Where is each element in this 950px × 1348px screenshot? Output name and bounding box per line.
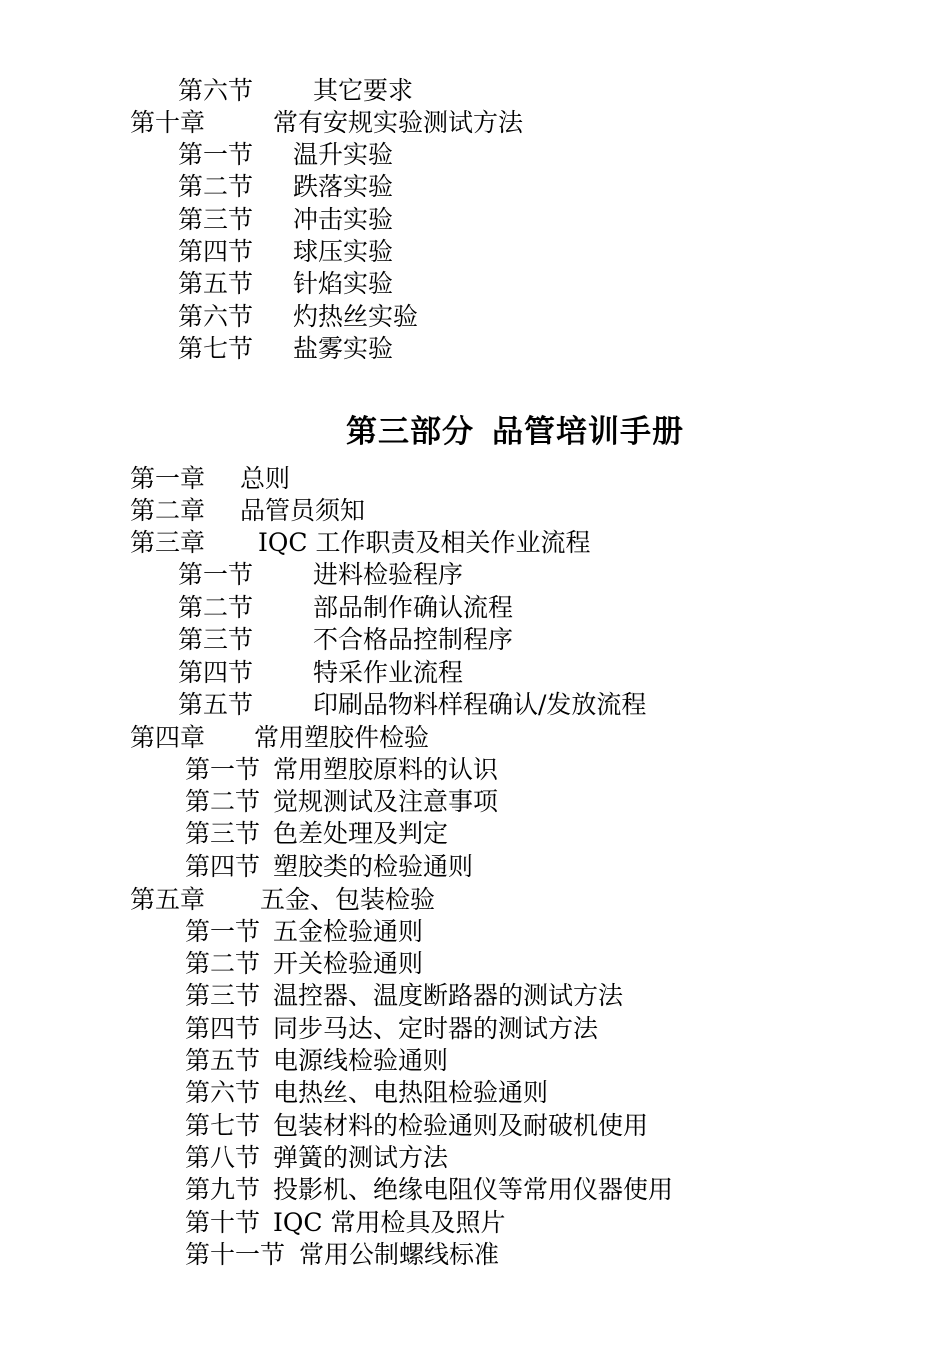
toc-label: 第三节 xyxy=(178,205,254,234)
toc-label: 第一章 xyxy=(130,464,206,493)
toc-entry xyxy=(178,690,646,720)
toc-entry xyxy=(185,1143,448,1173)
toc-label: 第七节 xyxy=(178,334,254,363)
toc-entry xyxy=(185,1014,598,1044)
toc-label: 第十章 xyxy=(130,108,206,137)
toc-label: 第五章 xyxy=(130,885,206,914)
toc-text: 电热丝、电热阻检验通则 xyxy=(273,1078,549,1107)
toc-label: 第一节 xyxy=(178,560,254,589)
toc-label: 第一节 xyxy=(185,755,261,784)
toc-entry xyxy=(185,819,448,849)
part-title-text: 品管培训手册 xyxy=(492,414,684,450)
toc-text: 跌落实验 xyxy=(293,172,394,201)
toc-text: 常用塑胶原料的认识 xyxy=(273,755,499,784)
toc-text: 总则 xyxy=(240,464,291,493)
toc-entry xyxy=(178,560,463,590)
toc-text: 五金、包装检验 xyxy=(260,885,436,914)
toc-text: 觉规测试及注意事项 xyxy=(273,787,499,816)
toc-label: 第二节 xyxy=(185,787,261,816)
toc-text: 冲击实验 xyxy=(293,205,394,234)
toc-entry xyxy=(178,205,393,235)
toc-entry xyxy=(178,269,393,299)
toc-chapter xyxy=(130,885,435,915)
toc-text: 温升实验 xyxy=(293,140,394,169)
toc-text: 进料检验程序 xyxy=(313,560,464,589)
toc-text: 常有安规实验测试方法 xyxy=(273,108,524,137)
toc-text: 五金检验通则 xyxy=(273,917,424,946)
toc-label: 第一节 xyxy=(185,917,261,946)
toc-label: 第二节 xyxy=(178,593,254,622)
toc-label: 第六节 xyxy=(178,302,254,331)
toc-entry xyxy=(178,302,418,332)
toc-text: 品管员须知 xyxy=(240,496,366,525)
toc-label: 第三节 xyxy=(178,625,254,654)
toc-entry xyxy=(178,593,513,623)
toc-entry xyxy=(178,334,393,364)
toc-chapter xyxy=(130,723,429,753)
toc-text: 常用塑胶件检验 xyxy=(254,723,430,752)
toc-text: IQC 工作职责及相关作业流程 xyxy=(258,528,591,557)
toc-label: 第五节 xyxy=(178,690,254,719)
toc-label: 第四节 xyxy=(178,658,254,687)
toc-label: 第十节 xyxy=(185,1208,261,1237)
toc-label: 第四章 xyxy=(130,723,206,752)
toc-label: 第三章 xyxy=(130,528,206,557)
toc-label: 第四节 xyxy=(185,852,261,881)
toc-text: 部品制作确认流程 xyxy=(313,593,514,622)
toc-entry xyxy=(178,625,513,655)
toc-label: 第三节 xyxy=(185,981,261,1010)
toc-text: 色差处理及判定 xyxy=(273,819,449,848)
toc-label: 第四节 xyxy=(185,1014,261,1043)
toc-entry xyxy=(185,917,423,947)
toc-entry xyxy=(185,1078,548,1108)
toc-entry xyxy=(185,1208,505,1238)
toc-entry xyxy=(185,787,498,817)
toc-entry xyxy=(185,949,423,979)
toc-chapter xyxy=(130,464,290,494)
part-title-label: 第三部分 xyxy=(346,414,474,450)
toc-entry xyxy=(178,172,393,202)
toc-text: 球压实验 xyxy=(293,237,394,266)
toc-entry xyxy=(185,852,473,882)
toc-label: 第四节 xyxy=(178,237,254,266)
toc-chapter xyxy=(130,528,590,558)
toc-label: 第二节 xyxy=(178,172,254,201)
toc-text: 其它要求 xyxy=(313,76,414,105)
toc-entry xyxy=(185,981,623,1011)
toc-text: 塑胶类的检验通则 xyxy=(273,852,474,881)
toc-label: 第五节 xyxy=(178,269,254,298)
toc-chapter xyxy=(130,496,365,526)
toc-label: 第一节 xyxy=(178,140,254,169)
toc-label: 第二章 xyxy=(130,496,206,525)
toc-label: 第十一节 xyxy=(185,1240,286,1269)
toc-text: 针焰实验 xyxy=(293,269,394,298)
toc-text: 温控器、温度断路器的测试方法 xyxy=(273,981,624,1010)
toc-text: 投影机、绝缘电阻仪等常用仪器使用 xyxy=(273,1175,674,1204)
toc-text: 弹簧的测试方法 xyxy=(273,1143,449,1172)
toc-label: 第八节 xyxy=(185,1143,261,1172)
toc-label: 第三节 xyxy=(185,819,261,848)
toc-label: 第六节 xyxy=(178,76,254,105)
toc-chapter xyxy=(130,108,523,138)
toc-text: 特采作业流程 xyxy=(313,658,464,687)
toc-entry xyxy=(178,658,463,688)
toc-entry xyxy=(178,140,393,170)
toc-text: 印刷品物料样程确认/发放流程 xyxy=(313,690,647,719)
toc-text: 灼热丝实验 xyxy=(293,302,419,331)
toc-entry xyxy=(185,755,498,785)
toc-label: 第七节 xyxy=(185,1111,261,1140)
toc-entry xyxy=(185,1046,448,1076)
toc-text: 包装材料的检验通则及耐破机使用 xyxy=(273,1111,649,1140)
toc-text: 电源线检验通则 xyxy=(273,1046,449,1075)
toc-text: IQC 常用检具及照片 xyxy=(273,1208,506,1237)
toc-text: 常用公制螺线标准 xyxy=(299,1240,500,1269)
toc-entry xyxy=(185,1175,673,1205)
toc-text: 开关检验通则 xyxy=(273,949,424,978)
toc-text: 不合格品控制程序 xyxy=(313,625,514,654)
part-title xyxy=(0,412,950,452)
toc-label: 第二节 xyxy=(185,949,261,978)
toc-entry xyxy=(178,237,393,267)
toc-text: 盐雾实验 xyxy=(293,334,394,363)
toc-entry xyxy=(185,1240,499,1270)
toc-entry xyxy=(185,1111,648,1141)
toc-entry xyxy=(178,76,413,106)
toc-label: 第九节 xyxy=(185,1175,261,1204)
toc-text: 同步马达、定时器的测试方法 xyxy=(273,1014,599,1043)
toc-label: 第六节 xyxy=(185,1078,261,1107)
toc-label: 第五节 xyxy=(185,1046,261,1075)
